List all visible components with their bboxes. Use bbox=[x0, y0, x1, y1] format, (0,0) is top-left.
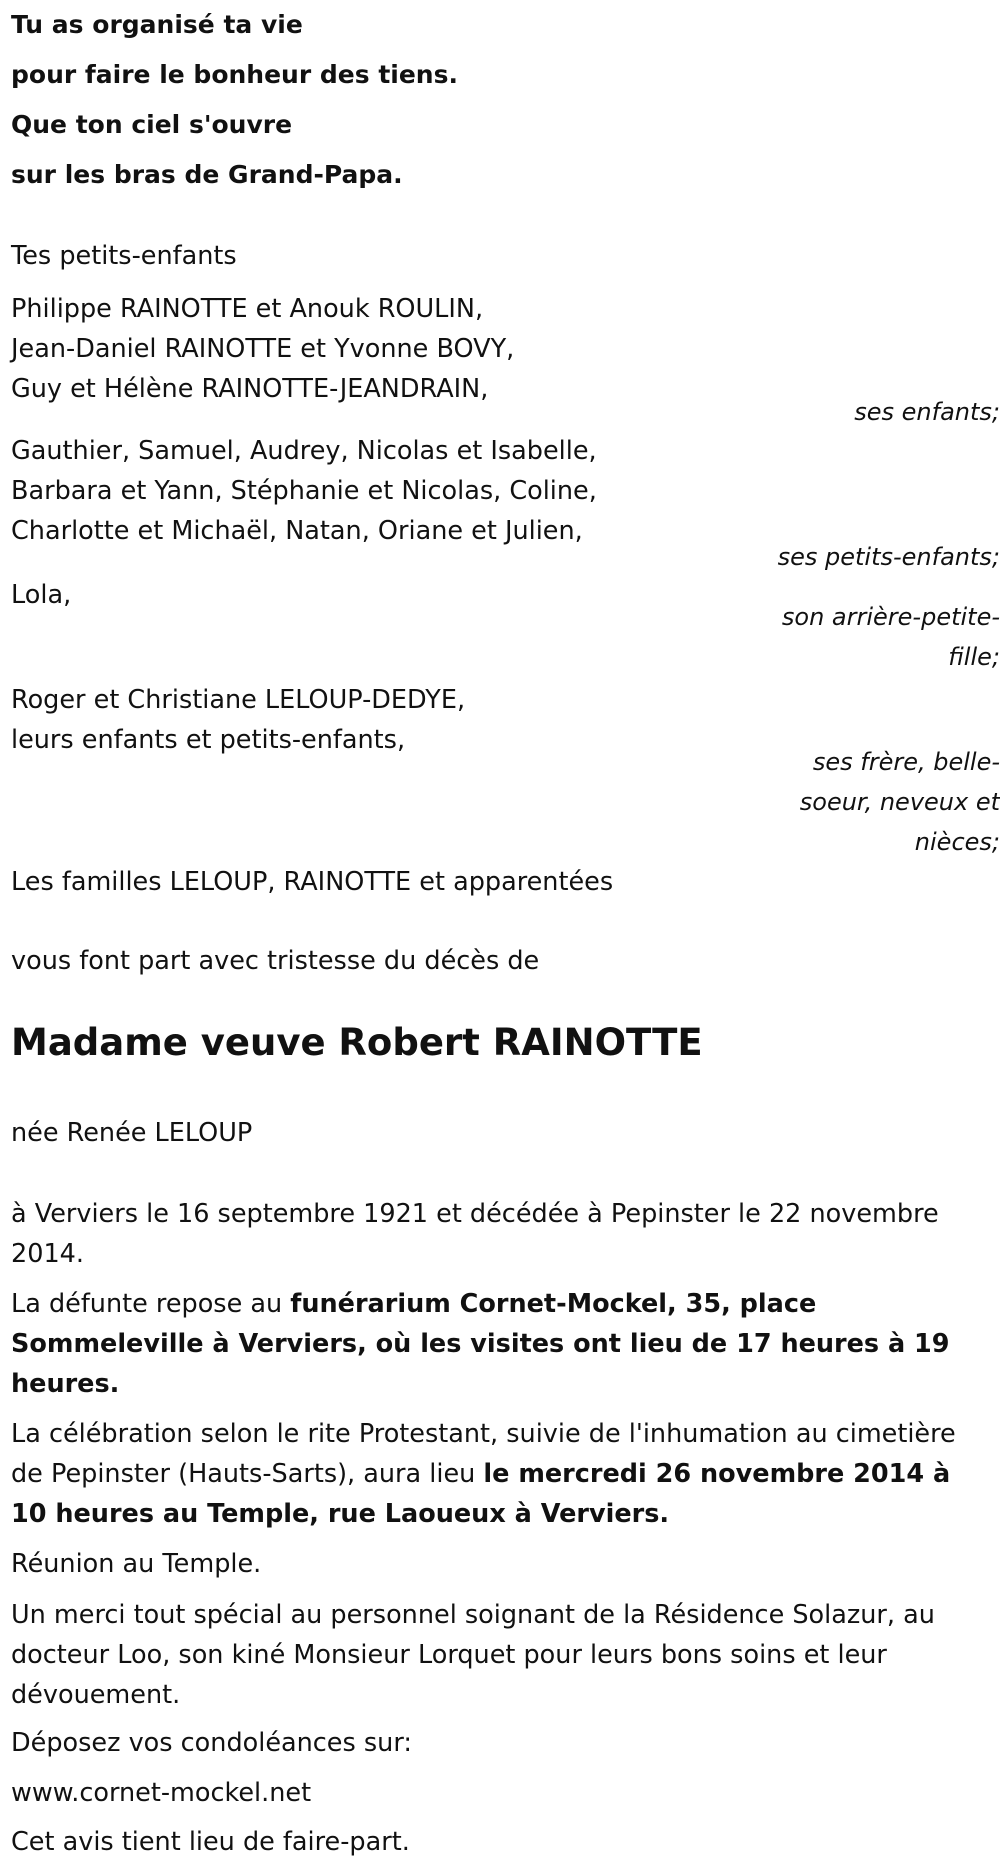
role-line: son arrière-petite- bbox=[781, 603, 1000, 631]
family-intro: Tes petits-enfants bbox=[11, 241, 237, 271]
great-grandchild: Lola, bbox=[11, 580, 72, 610]
role-line: soeur, neveux et bbox=[799, 788, 1000, 816]
poem-line: Que ton ciel s'ouvre bbox=[11, 110, 293, 139]
grandchildren-line: Barbara et Yann, Stéphanie et Nicolas, Coline, bbox=[11, 476, 597, 506]
opening-poem bbox=[11, 0, 458, 200]
poem-line: sur les bras de Grand-Papa. bbox=[11, 160, 403, 189]
siblings-list bbox=[11, 680, 465, 760]
condolences-label: Déposez vos condoléances sur: bbox=[11, 1728, 412, 1758]
extended-families: Les familles LELOUP, RAINOTTE et apparentées bbox=[11, 867, 614, 897]
role-line: fille; bbox=[948, 643, 1000, 671]
ceremony-date-place: le mercredi 26 novembre 2014 à 10 heures au Temple, rue Laoueux à Verviers. bbox=[11, 1459, 951, 1529]
grandchildren-role: ses petits-enfants; bbox=[777, 543, 1000, 571]
closing-note: Cet avis tient lieu de faire-part. bbox=[11, 1827, 410, 1857]
siblings-line: leurs enfants et petits-enfants, bbox=[11, 725, 406, 755]
siblings-line: Roger et Christiane LELOUP-DEDYE, bbox=[11, 685, 466, 715]
funeral-home-info bbox=[11, 1284, 971, 1404]
birth-death-dates: à Verviers le 16 septembre 1921 et décédée à Pepinster le 22 novembre 2014. bbox=[11, 1199, 939, 1269]
rest-prefix: La défunte repose au bbox=[11, 1289, 291, 1319]
children-line: Guy et Hélène RAINOTTE-JEANDRAIN, bbox=[11, 374, 489, 404]
thanks-note: Un merci tout spécial au personnel soignant de la Résidence Solazur, au docteur Loo, son kiné Monsieur Lorquet pour leurs bons soins et leur dévouement. bbox=[11, 1600, 935, 1710]
children-line: Philippe RAINOTTE et Anouk ROULIN, bbox=[11, 294, 484, 324]
role-line: nièces; bbox=[914, 828, 1000, 856]
rest-location: funérarium Cornet-Mockel, 35, place Sommeleville à Verviers, où les visites ont lieu de 17 heures à 19 heures. bbox=[11, 1289, 950, 1399]
role-line: ses frère, belle- bbox=[812, 748, 1000, 776]
poem-line: Tu as organisé ta vie bbox=[11, 10, 303, 39]
great-grandchild-role bbox=[760, 597, 1000, 677]
birth-name: née Renée LELOUP bbox=[11, 1118, 253, 1148]
grandchildren-line: Charlotte et Michaël, Natan, Oriane et Julien, bbox=[11, 516, 583, 546]
children-role: ses enfants; bbox=[854, 398, 1000, 426]
ceremony-prefix: La célébration selon le rite Protestant, suivie de l'inhumation au cimetière de Pepinster (Hauts-Sarts), aura lieu bbox=[11, 1419, 956, 1489]
ceremony-info bbox=[11, 1414, 971, 1534]
children-list bbox=[11, 289, 514, 409]
grandchildren-line: Gauthier, Samuel, Audrey, Nicolas et Isabelle, bbox=[11, 436, 597, 466]
website-link[interactable]: www.cornet-mockel.net bbox=[11, 1778, 312, 1808]
announcement-intro: vous font part avec tristesse du décès de bbox=[11, 946, 540, 976]
grandchildren-list bbox=[11, 431, 597, 551]
siblings-role bbox=[760, 742, 1000, 862]
reunion-note: Réunion au Temple. bbox=[11, 1549, 262, 1579]
deceased-name: Madame veuve Robert RAINOTTE bbox=[11, 1021, 703, 1064]
poem-line: pour faire le bonheur des tiens. bbox=[11, 60, 458, 89]
children-line: Jean-Daniel RAINOTTE et Yvonne BOVY, bbox=[11, 334, 515, 364]
